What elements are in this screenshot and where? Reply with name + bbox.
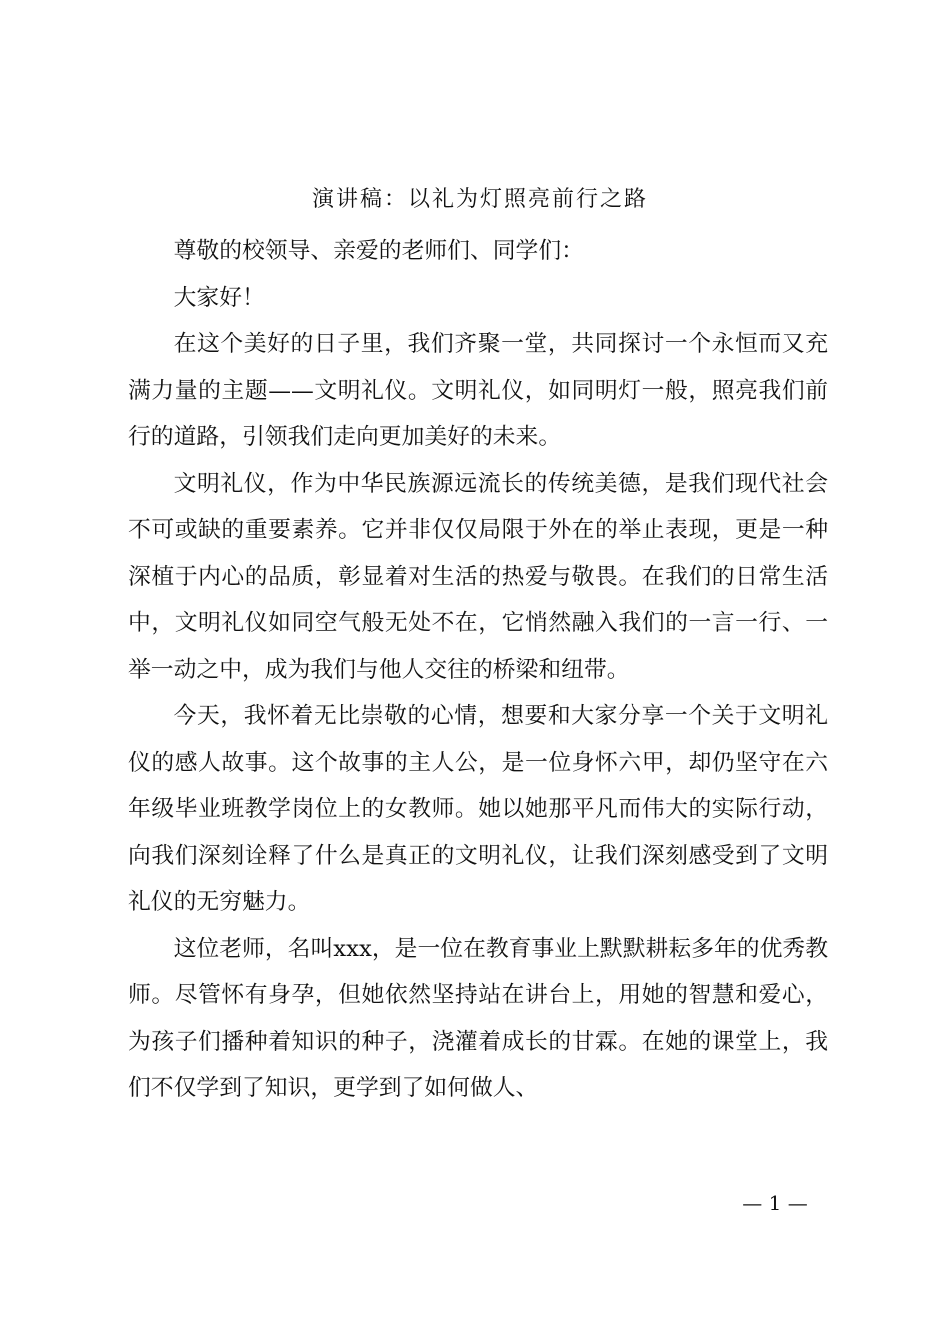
body-paragraph: 文明礼仪，作为中华民族源远流长的传统美德，是我们现代社会不可或缺的重要素养。它并非仅仅局限于外在的举止表现，更是一种深植于内心的品质，彰显着对生活的热爱与敬畏。在我们的日常生活中，文明礼仪如同空气般无处不在，它悄然融入我们的一言一行、一举一动之中，成为我们与他人交往的桥梁和纽带。 [128,470,828,683]
body-paragraph: 在这个美好的日子里，我们齐聚一堂，共同探讨一个永恒而又充满力量的主题——文明礼仪。文明礼仪，如同明灯一般，照亮我们前行的道路，引领我们走向更加美好的未来。 [128,331,828,450]
document-body [128,228,828,1112]
greeting: 大家好！ [173,284,265,311]
page-number: — 1 — [742,1191,808,1215]
document-title: 演讲稿：以礼为灯照亮前行之路 [311,187,648,212]
body-paragraph: 这位老师，名叫xxx，是一位在教育事业上默默耕耘多年的优秀教师。尽管怀有身孕，但她依然坚持站在讲台上，用她的智慧和爱心，为孩子们播种着知识的种子，浇灌着成长的甘霖。在她的课堂上，我们不仅学到了知识，更学到了如何做人、 [128,935,828,1101]
body-paragraph: 今天，我怀着无比崇敬的心情，想要和大家分享一个关于文明礼仪的感人故事。这个故事的主人公，是一位身怀六甲，却仍坚守在六年级毕业班教学岗位上的女教师。她以她那平凡而伟大的实际行动，向我们深刻诠释了什么是真正的文明礼仪，让我们深刻感受到了文明礼仪的无穷魅力。 [128,703,828,915]
salutation: 尊敬的校领导、亲爱的老师们、同学们： [173,238,584,264]
